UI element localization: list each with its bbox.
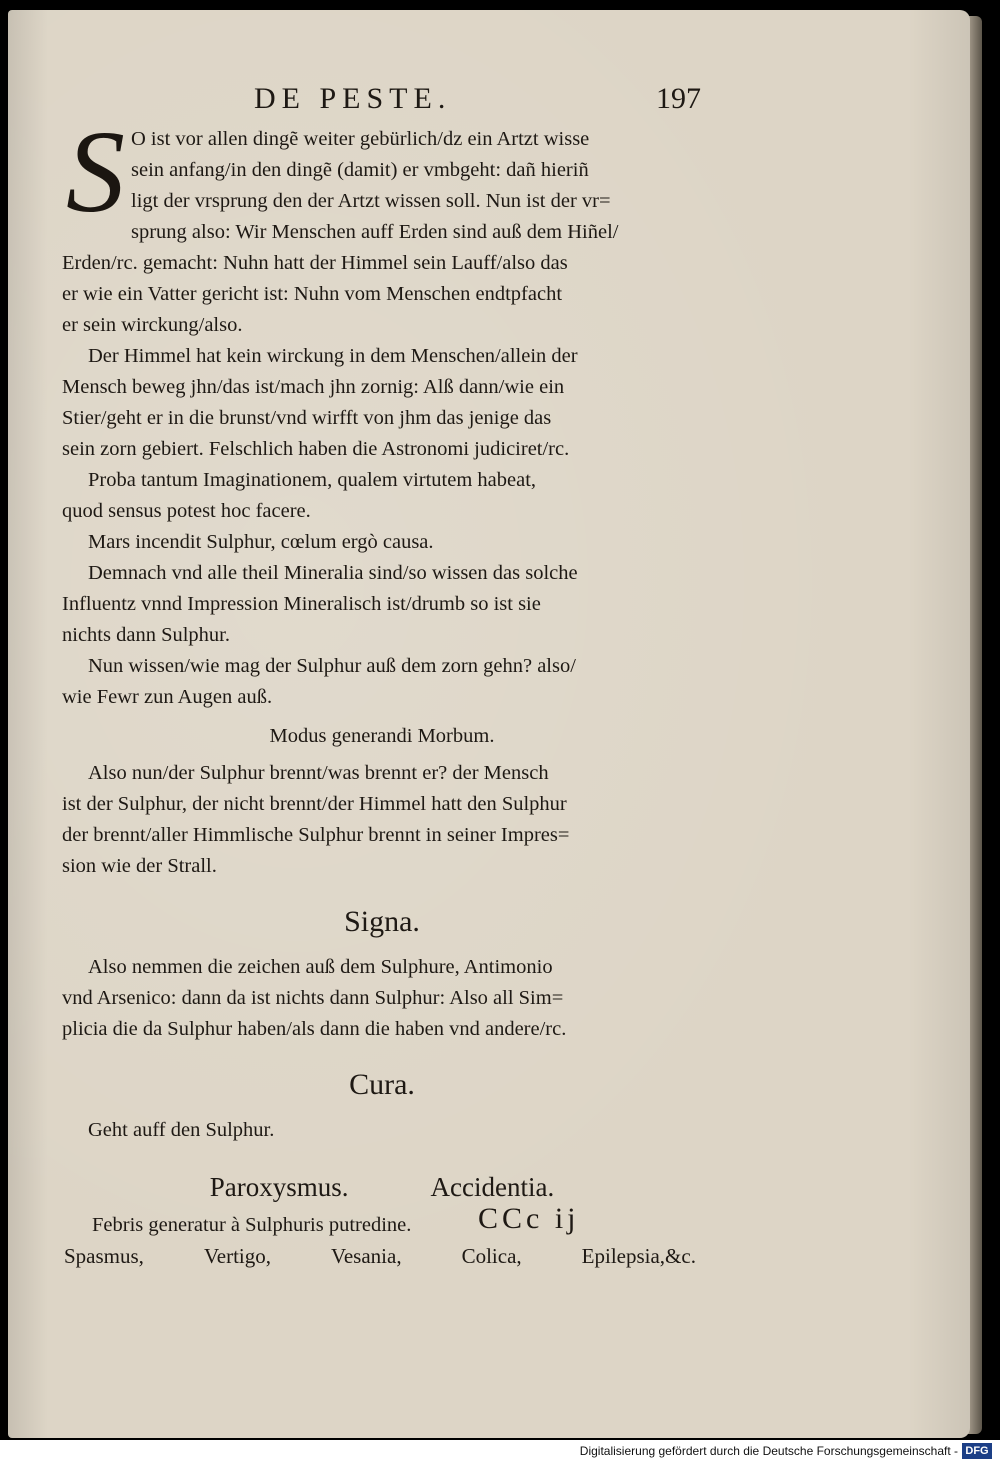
- page-header: [8, 82, 970, 122]
- symptom-item: Vertigo,: [203, 1244, 272, 1268]
- text-line: wie Fewr zun Augen auß.: [62, 686, 273, 708]
- text-line: er wie ein Vatter gericht ist: Nuhn vom Menschen endtpfacht: [62, 283, 563, 305]
- signature-mark: CCc ij: [478, 1202, 580, 1235]
- paroxysmus-accidentia-headings: [62, 1170, 702, 1204]
- text-line: quod sensus potest hoc facere.: [62, 500, 311, 522]
- symptom-list: [64, 1241, 696, 1272]
- paragraph-also-nun: [62, 758, 702, 882]
- text-line: ist der Sulphur, der nicht brennt/der Himmel hatt den Sulphur: [62, 793, 567, 815]
- text-line: Der Himmel hat kein wirckung in dem Menschen/allein der: [88, 345, 578, 367]
- symptom-item: Vesania,: [331, 1244, 402, 1268]
- page-edge: [968, 16, 982, 1434]
- paragraph-opening: [62, 106, 702, 341]
- symptom-item: Colica,: [461, 1244, 522, 1268]
- symptom-item: Spasmus,: [64, 1244, 144, 1268]
- latin-line-mars: Mars incendit Sulphur, cœlum ergò causa.: [88, 531, 434, 553]
- text-line: Mensch beweg jhn/das ist/mach jhn zornig: Alß dann/wie ein: [62, 376, 565, 398]
- text-line: sprung also: Wir Menschen auff Erden sind auß dem Hiñel/: [131, 221, 619, 243]
- text-line: Also nemmen die zeichen auß dem Sulphure, Antimonio: [88, 956, 553, 978]
- text-line: Erden/rc. gemacht: Nuhn hatt der Himmel sein Lauff/also das: [62, 252, 568, 274]
- febris-line: Febris generatur à Sulphuris putredine.: [92, 1214, 412, 1236]
- paroxysmus-heading: Paroxysmus.: [209, 1172, 349, 1202]
- text-line: Influentz vnnd Impression Mineralisch ist/drumb so ist sie: [62, 593, 541, 615]
- text-line: sein zorn gebiert. Felschlich haben die Astronomi judiciret/rc.: [62, 438, 570, 460]
- book-page: [8, 10, 970, 1438]
- text-line: Stier/geht er in die brunst/vnd wirfft von jhm das jenige das: [62, 407, 552, 429]
- text-line: Nun wissen/wie mag der Sulphur auß dem zorn gehn? also/: [88, 655, 576, 677]
- modus-heading: Modus generandi Morbum.: [269, 725, 495, 747]
- text-line: Proba tantum Imaginationem, qualem virtutem habeat,: [88, 469, 537, 491]
- footer-credit: Digitalisierung gefördert durch die Deutsche Forschungsgemeinschaft -: [579, 1444, 958, 1458]
- text-line: sein anfang/in den dingẽ (damit) er vmbgeht: dañ hieriñ: [131, 159, 589, 181]
- text-line: sion wie der Strall.: [62, 855, 217, 877]
- page-number: 197: [656, 82, 701, 115]
- paragraph-demnach: [62, 558, 702, 651]
- cura-heading: Cura.: [349, 1068, 415, 1101]
- paragraph-himmel: [62, 341, 702, 465]
- text-block: [62, 106, 702, 1272]
- text-line: vnd Arsenico: dann da ist nichts dann Sulphur: Also all Sim=: [62, 987, 564, 1009]
- paragraph-signa: [62, 952, 702, 1045]
- drop-cap: S: [66, 106, 125, 237]
- footer-bar: [0, 1440, 1000, 1465]
- text-line: nichts dann Sulphur.: [62, 624, 230, 646]
- symptom-item: Epilepsia,&c.: [581, 1244, 696, 1268]
- text-line: er sein wirckung/also.: [62, 314, 243, 336]
- accidentia-heading: Accidentia.: [430, 1172, 555, 1202]
- text-line: der brennt/aller Himmlische Sulphur brennt in seiner Impres=: [62, 824, 570, 846]
- text-line: plicia die da Sulphur haben/als dann die haben vnd andere/rc.: [62, 1018, 567, 1040]
- paragraph-nun-wissen: [62, 651, 702, 713]
- text-line: O ist vor allen dingẽ weiter gebürlich/dz ein Artzt wisse: [131, 128, 590, 150]
- paragraph-cura: Geht auff den Sulphur.: [88, 1119, 275, 1141]
- dfg-logo-icon: DFG: [962, 1443, 992, 1459]
- text-line: Demnach vnd alle theil Mineralia sind/so wissen das solche: [88, 562, 578, 584]
- signa-heading: Signa.: [344, 905, 420, 938]
- running-title: DE PESTE.: [254, 82, 452, 115]
- latin-paragraph-proba: [62, 465, 702, 527]
- text-line: Also nun/der Sulphur brennt/was brennt er? der Mensch: [88, 762, 549, 784]
- text-line: ligt der vrsprung den der Artzt wissen soll. Nun ist der vr=: [131, 190, 611, 212]
